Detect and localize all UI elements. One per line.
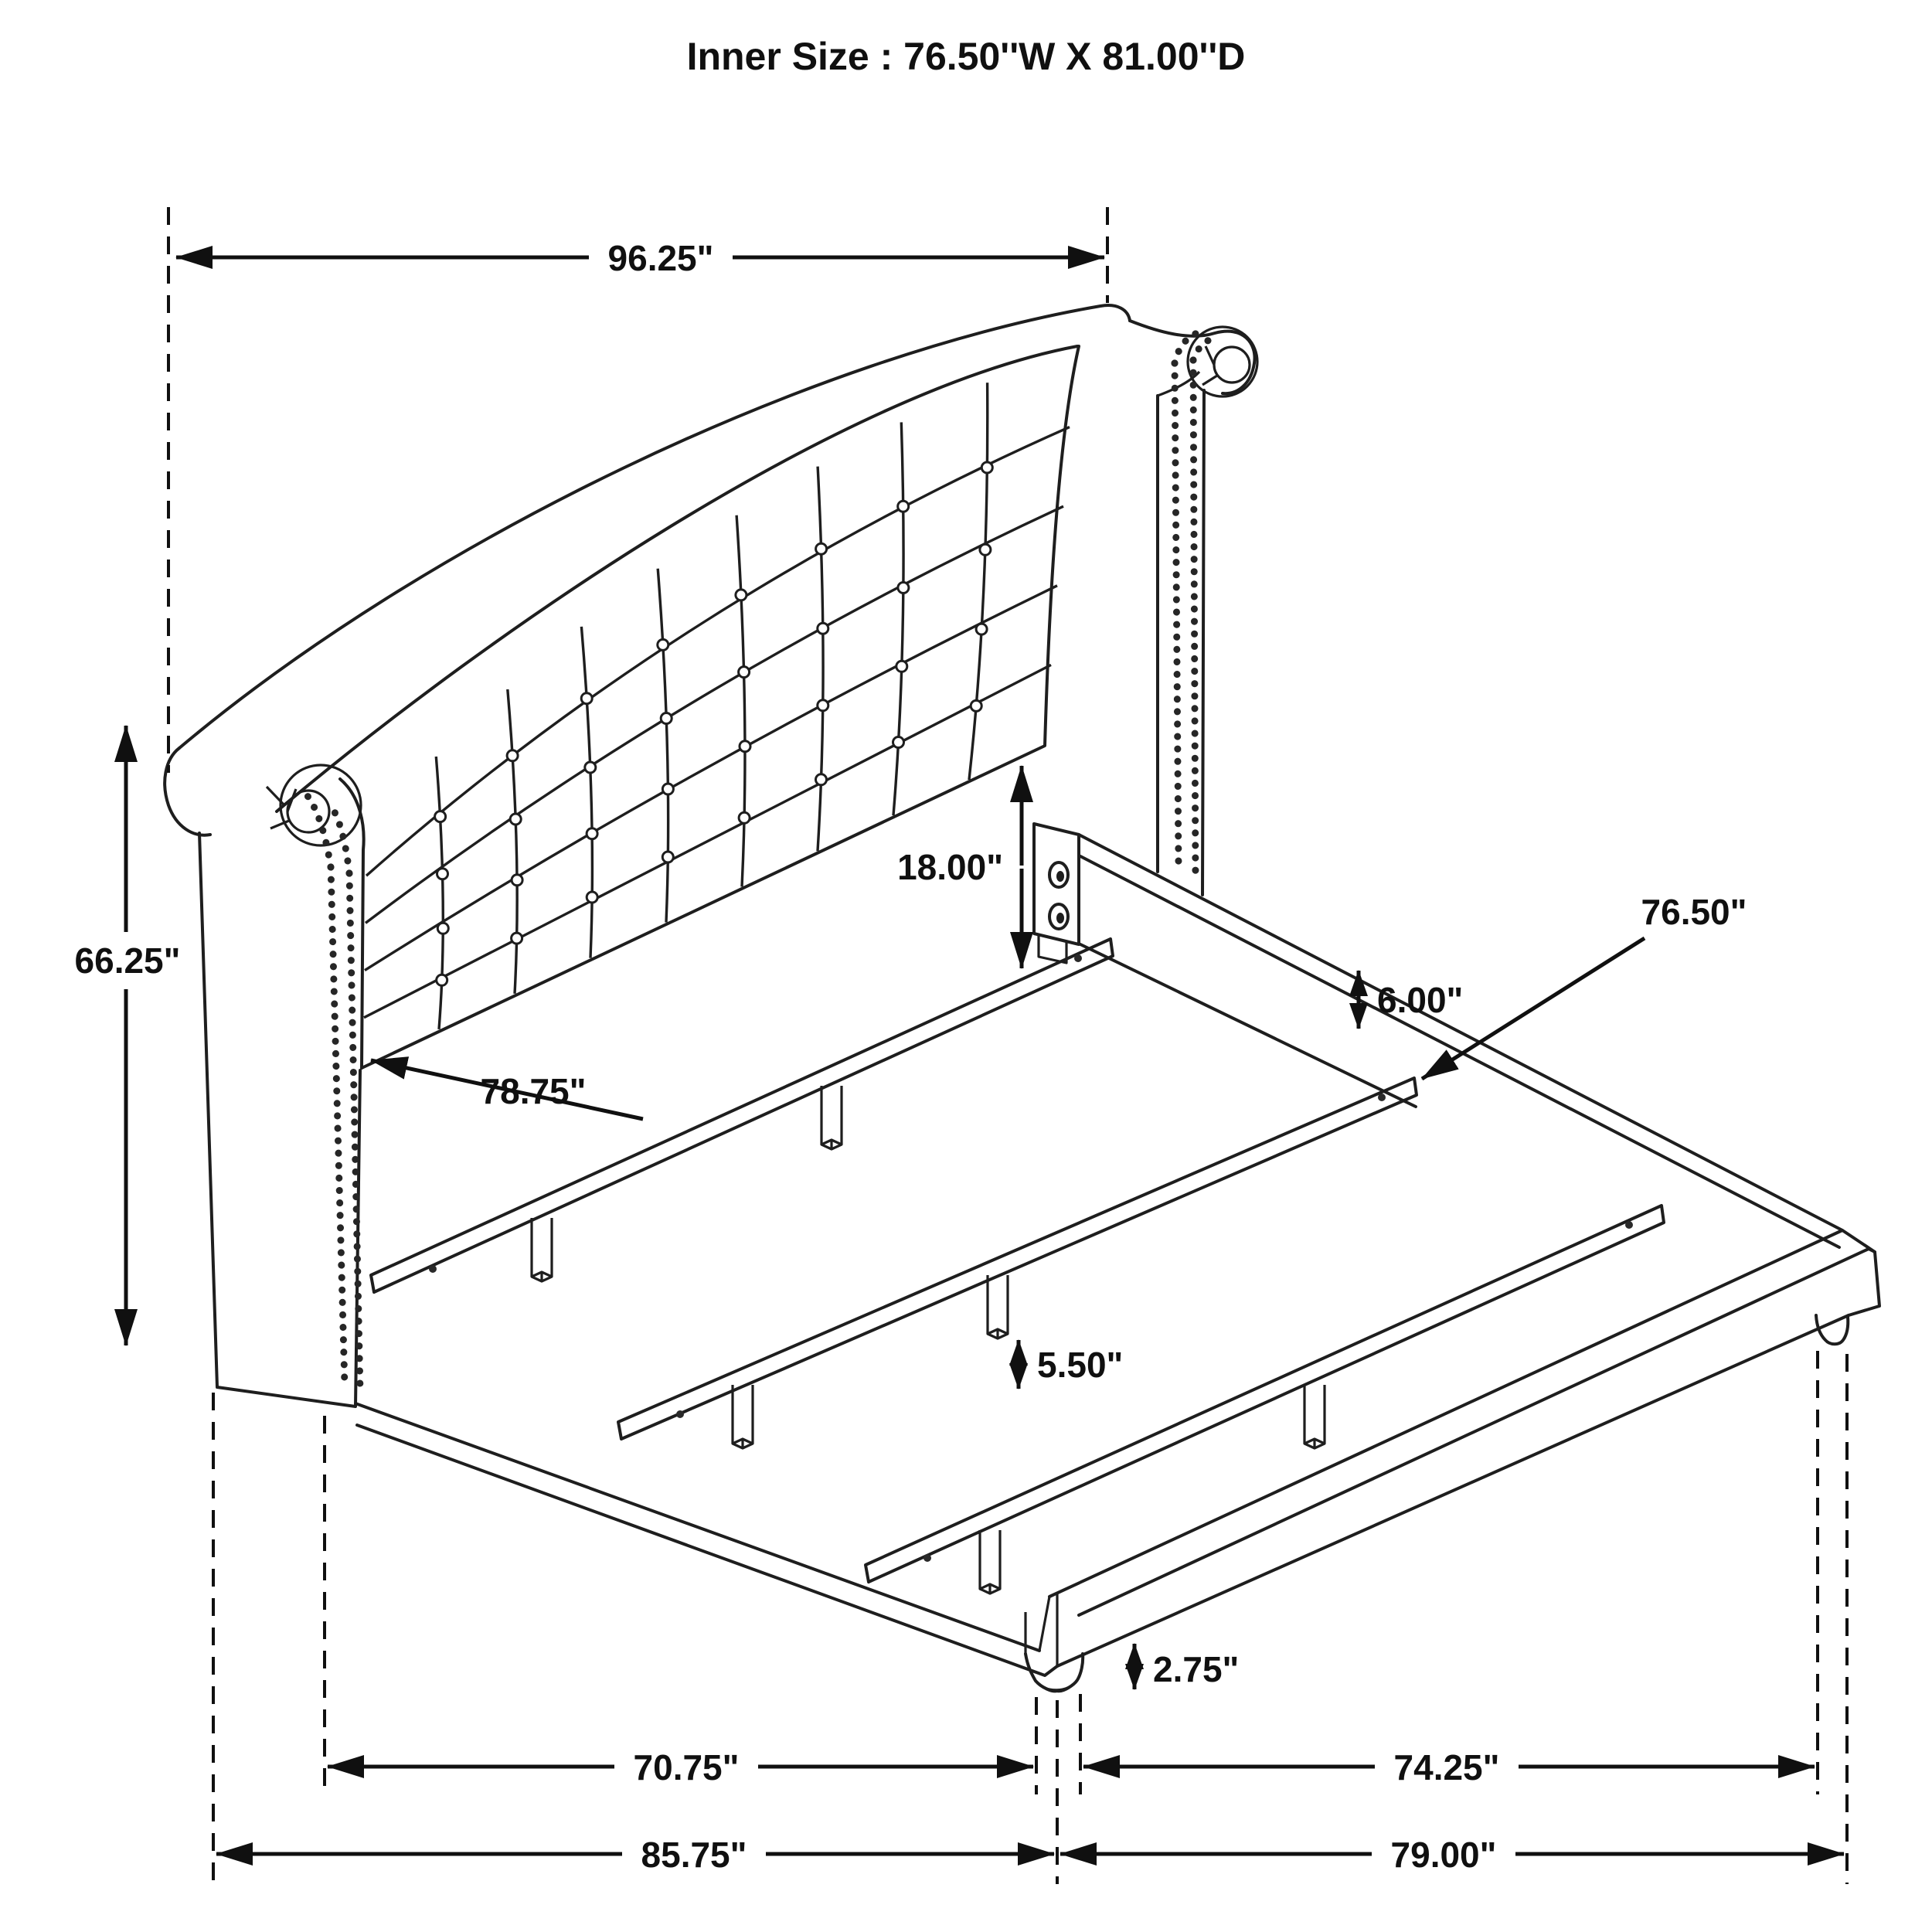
tuft-line <box>581 627 592 958</box>
dim-label-outer-width: 85.75" <box>641 1835 747 1875</box>
tuft-button-icon <box>898 501 909 512</box>
dim-rail-drop <box>1359 971 1463 1029</box>
bracket-hole-center-icon <box>1056 871 1064 882</box>
footboard-left-end <box>1039 1597 1049 1651</box>
left-roll-endcap <box>165 748 210 835</box>
dim-label-inner-width: 70.75" <box>633 1747 740 1787</box>
dim-foot-leg-height <box>1134 1644 1239 1689</box>
tuft-button-icon <box>581 693 592 704</box>
tuft-line <box>658 569 668 923</box>
dim-label-foot-leg-height: 2.75" <box>1153 1649 1240 1689</box>
slat-support-leg <box>733 1385 753 1448</box>
slat-support-leg <box>980 1530 1000 1594</box>
tuft-button-icon <box>437 975 447 985</box>
nailhead-left-column-1-icon <box>331 867 345 1386</box>
dim-slat-length <box>1422 892 1747 1079</box>
dim-label-headboard-height: 66.25" <box>74 940 181 981</box>
footboard-bottom-edge <box>1057 1315 1849 1666</box>
tuft-button-icon <box>661 713 672 724</box>
headboard-drawing <box>165 305 1257 1406</box>
tuft-button-icon <box>898 583 909 594</box>
headboard-top-inner-edge <box>277 346 1077 811</box>
tuft-button-icon <box>980 544 991 555</box>
dim-label-rail-length: 74.25" <box>1393 1747 1500 1787</box>
dim-label-overall-width: 96.25" <box>607 238 714 278</box>
tuft-button-icon <box>981 462 992 473</box>
tuft-button-icon <box>816 774 827 785</box>
tuft-button-icon <box>896 661 907 672</box>
tuft-button-icon <box>662 852 673 862</box>
bracket-hole-center-icon <box>1056 913 1064 923</box>
tuft-button-icon <box>739 667 750 678</box>
right-scroll-outer <box>1188 327 1257 396</box>
dim-outer-width <box>216 1835 1054 1875</box>
tuft-button-icon <box>510 814 521 825</box>
tuft-button-icon <box>512 933 522 944</box>
right-scroll-inner <box>1214 347 1250 383</box>
slat-support-leg <box>532 1218 552 1281</box>
tuft-line <box>508 689 517 994</box>
tuft-button-icon <box>437 869 448 879</box>
footboard-top-outer-edge <box>1049 1230 1879 1597</box>
tuft-button-icon <box>587 892 597 903</box>
tuft-button-icon <box>587 828 597 839</box>
tuft-button-icon <box>893 737 904 748</box>
tuft-button-icon <box>437 923 448 934</box>
tufted-panel-grid <box>364 383 1070 1029</box>
left-scroll-outer <box>281 765 361 845</box>
slat-support-leg <box>988 1275 1008 1338</box>
slat-screw-dot-icon <box>923 1554 931 1562</box>
nailhead-right-column-2-icon <box>1193 360 1196 879</box>
tuft-button-icon <box>818 700 828 711</box>
tuft-button-icon <box>971 700 981 711</box>
dim-inner-width <box>328 1747 1033 1787</box>
left-rail-bottom-edge <box>357 1425 1057 1675</box>
slat-screw-dot-icon <box>1378 1094 1386 1101</box>
tuft-line <box>365 586 1057 971</box>
tuft-line <box>364 665 1051 1017</box>
dim-label-slat-length: 76.50" <box>1641 892 1747 932</box>
dim-panel-width <box>371 1060 643 1119</box>
dim-headboard-clearance <box>897 766 1022 968</box>
tuft-button-icon <box>740 741 750 752</box>
front-corner-edges <box>1026 1592 1057 1666</box>
tuft-button-icon <box>736 590 747 600</box>
tuft-button-icon <box>816 543 827 554</box>
tuft-button-icon <box>435 811 446 822</box>
tuft-button-icon <box>585 762 596 773</box>
slat-support-legs <box>532 1086 1325 1594</box>
tuft-line <box>366 427 1070 876</box>
page-title: Inner Size : 76.50''W X 81.00''D <box>686 35 1246 78</box>
slat-1-outline <box>371 939 1113 1292</box>
tuft-line <box>893 422 903 815</box>
dim-overall-width <box>176 238 1104 278</box>
tuft-button-icon <box>662 784 673 794</box>
dimension-annotations <box>75 207 1847 1884</box>
tuft-line <box>736 515 745 887</box>
nailhead-right-column-1-icon <box>1175 363 1179 864</box>
dim-rail-length <box>1083 1747 1815 1787</box>
slat-screw-dot-icon <box>676 1410 684 1418</box>
slat-screw-dot-icon <box>1625 1221 1633 1229</box>
slat-support-leg <box>1304 1385 1325 1448</box>
dim-label-panel-width: 78.75" <box>480 1071 587 1111</box>
dim-label-support-leg-height: 5.50" <box>1037 1345 1124 1385</box>
slat-screw-dot-icon <box>429 1265 437 1273</box>
right-rail-bottom-edge <box>1080 944 1416 1107</box>
left-rail-top-edge <box>355 1403 1039 1651</box>
tuft-button-icon <box>976 624 987 634</box>
right-post-outer-edge <box>1202 390 1204 895</box>
slat-support-leg <box>821 1086 842 1149</box>
dim-label-headboard-clearance: 18.00" <box>897 847 1003 887</box>
dim-outer-depth <box>1060 1835 1844 1875</box>
right-corner-leg <box>1816 1315 1848 1344</box>
bed-frame-drawing <box>355 824 1879 1691</box>
tuft-line <box>818 467 823 852</box>
dim-headboard-height <box>75 726 181 1345</box>
dim-support-leg-height <box>1019 1340 1123 1389</box>
tuft-button-icon <box>507 750 518 761</box>
tuft-button-icon <box>658 639 668 650</box>
tuft-line <box>969 383 988 780</box>
tuft-button-icon <box>512 875 522 886</box>
tuft-button-icon <box>818 623 828 634</box>
left-post-outline <box>199 833 360 1406</box>
tuft-button-icon <box>739 812 750 823</box>
tuft-line <box>436 757 443 1029</box>
dim-label-outer-depth: 79.00" <box>1390 1835 1497 1875</box>
dim-label-rail-drop: 6.00" <box>1377 980 1464 1020</box>
slat-screw-dot-icon <box>1074 954 1082 962</box>
slat-1 <box>371 939 1113 1292</box>
